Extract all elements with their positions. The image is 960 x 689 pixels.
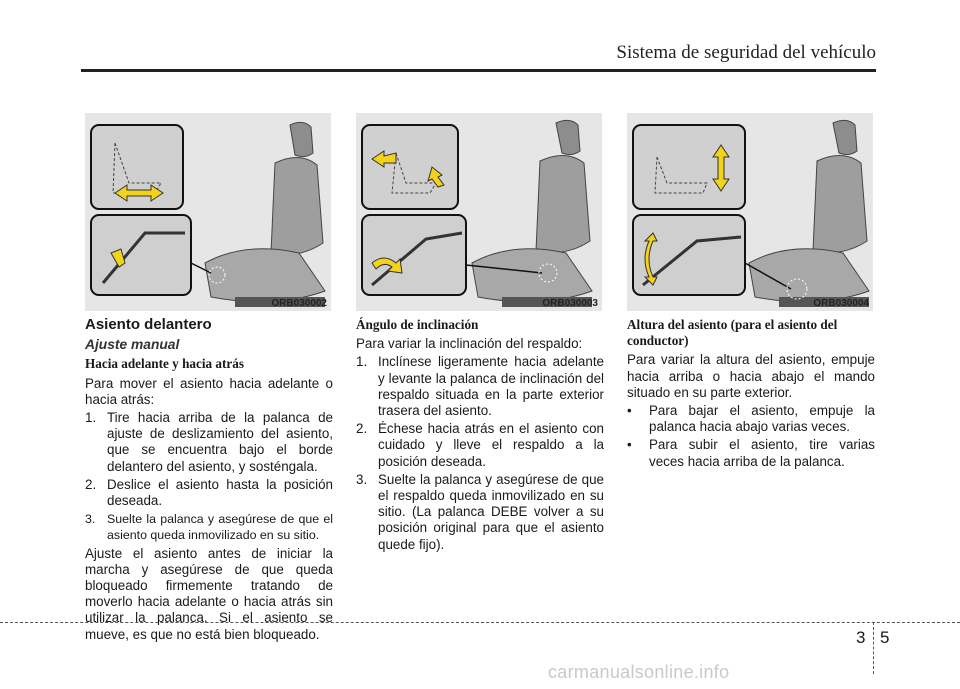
list-text: Inclínese ligeramente hacia adelante y levante la palanca de inclinación del respaldo situada en la parte exterior trasera del asiento.: [378, 354, 604, 419]
bullet-marker: •: [627, 403, 632, 419]
topic-heading: Altura del asiento (para el asiento del conductor): [627, 317, 838, 349]
bullet-item: [627, 437, 875, 469]
list-item: [356, 354, 604, 419]
list-item: [356, 421, 604, 470]
list-text: Suelte la palanca y asegúrese de que el asiento queda inmovilizado en su sitio.: [107, 512, 333, 543]
list-item: [85, 477, 333, 509]
figure-code: ORB030004: [813, 298, 869, 309]
page-number: 5: [880, 628, 890, 647]
seat-illustration: [472, 120, 592, 307]
section-heading: Asiento delantero: [85, 316, 212, 333]
bullet-text: Para bajar el asiento, empuje la palanca hacia abajo varias veces.: [649, 403, 875, 435]
list-marker: 3.: [356, 471, 368, 487]
bullet-text: Para subir el asiento, tire varias veces hacia arriba de la palanca.: [649, 437, 875, 469]
subsection-heading: Ajuste manual: [85, 337, 180, 353]
list-marker: 3.: [85, 512, 96, 527]
list-marker: 1.: [356, 354, 368, 370]
seat-height-lever-illustration: [627, 113, 873, 311]
chapter-number: 3: [856, 628, 866, 647]
list-marker: 2.: [85, 476, 97, 492]
inset-top: [362, 125, 458, 209]
footer-divider: [873, 622, 874, 674]
inset-top: [91, 125, 183, 209]
intro-text: Para variar la inclinación del respaldo:: [356, 336, 583, 352]
topic-heading: Hacia adelante y hacia atrás: [85, 356, 244, 372]
list-item: [85, 410, 333, 475]
body-paragraph: Ajuste el asiento antes de iniciar la marcha y asegúrese de que queda bloqueado firmemente tratando de moverlo hacia adelante o hacia atrás sin utilizar la palanca. Si el asiento se mueve, es que no está bien bloqueado.: [85, 545, 333, 642]
section-title: Sistema de seguridad del vehículo: [616, 42, 876, 63]
figure-code: ORB030002: [271, 298, 327, 309]
figure-seat-slide: [85, 113, 331, 311]
seat-recline-lever-illustration: [356, 113, 602, 311]
list-item: [356, 472, 604, 553]
footer-rule: [0, 622, 960, 623]
list-marker: 2.: [356, 421, 368, 437]
seat-illustration: [749, 120, 869, 307]
intro-text: Para variar la altura del asiento, empuje hacia arriba o hacia abajo el mando situado en su parte exterior.: [627, 352, 875, 400]
column-2: [356, 317, 604, 555]
bullet-item: [627, 403, 875, 435]
column-1: [85, 317, 333, 645]
intro-text: Para mover el asiento hacia adelante o hacia atrás:: [85, 375, 333, 407]
list-text: Deslice el asiento hasta la posición deseada.: [107, 476, 333, 509]
header-rule: [81, 69, 876, 72]
list-text: Échese hacia atrás en el asiento con cuidado y lleve el respaldo a la posición deseada.: [378, 421, 604, 469]
seat-slide-lever-illustration: [85, 113, 331, 311]
figure-code: ORB030003: [542, 298, 598, 309]
list-text: Suelte la palanca y asegúrese de que el respaldo queda inmovilizado en su sitio. (La palanca DEBE volver a su posición original para que el asiento quede fijo).: [378, 471, 604, 552]
bullet-marker: •: [627, 437, 632, 453]
inset-bottom: [91, 215, 225, 295]
column-3: [627, 317, 875, 472]
list-marker: 1.: [85, 410, 97, 426]
seat-illustration: [205, 122, 325, 307]
figure-seat-height: [627, 113, 873, 311]
topic-heading: Ángulo de inclinación: [356, 317, 479, 332]
inset-top: [633, 125, 745, 209]
list-text: Tire hacia arriba de la palanca de ajuste de deslizamiento del asiento, que se encuentra bajo el borde delantero del asiento, y sosténgala.: [107, 410, 333, 474]
list-item: [85, 511, 333, 543]
watermark: carmanualsonline.info: [548, 662, 730, 682]
figure-seat-recline: [356, 113, 602, 311]
